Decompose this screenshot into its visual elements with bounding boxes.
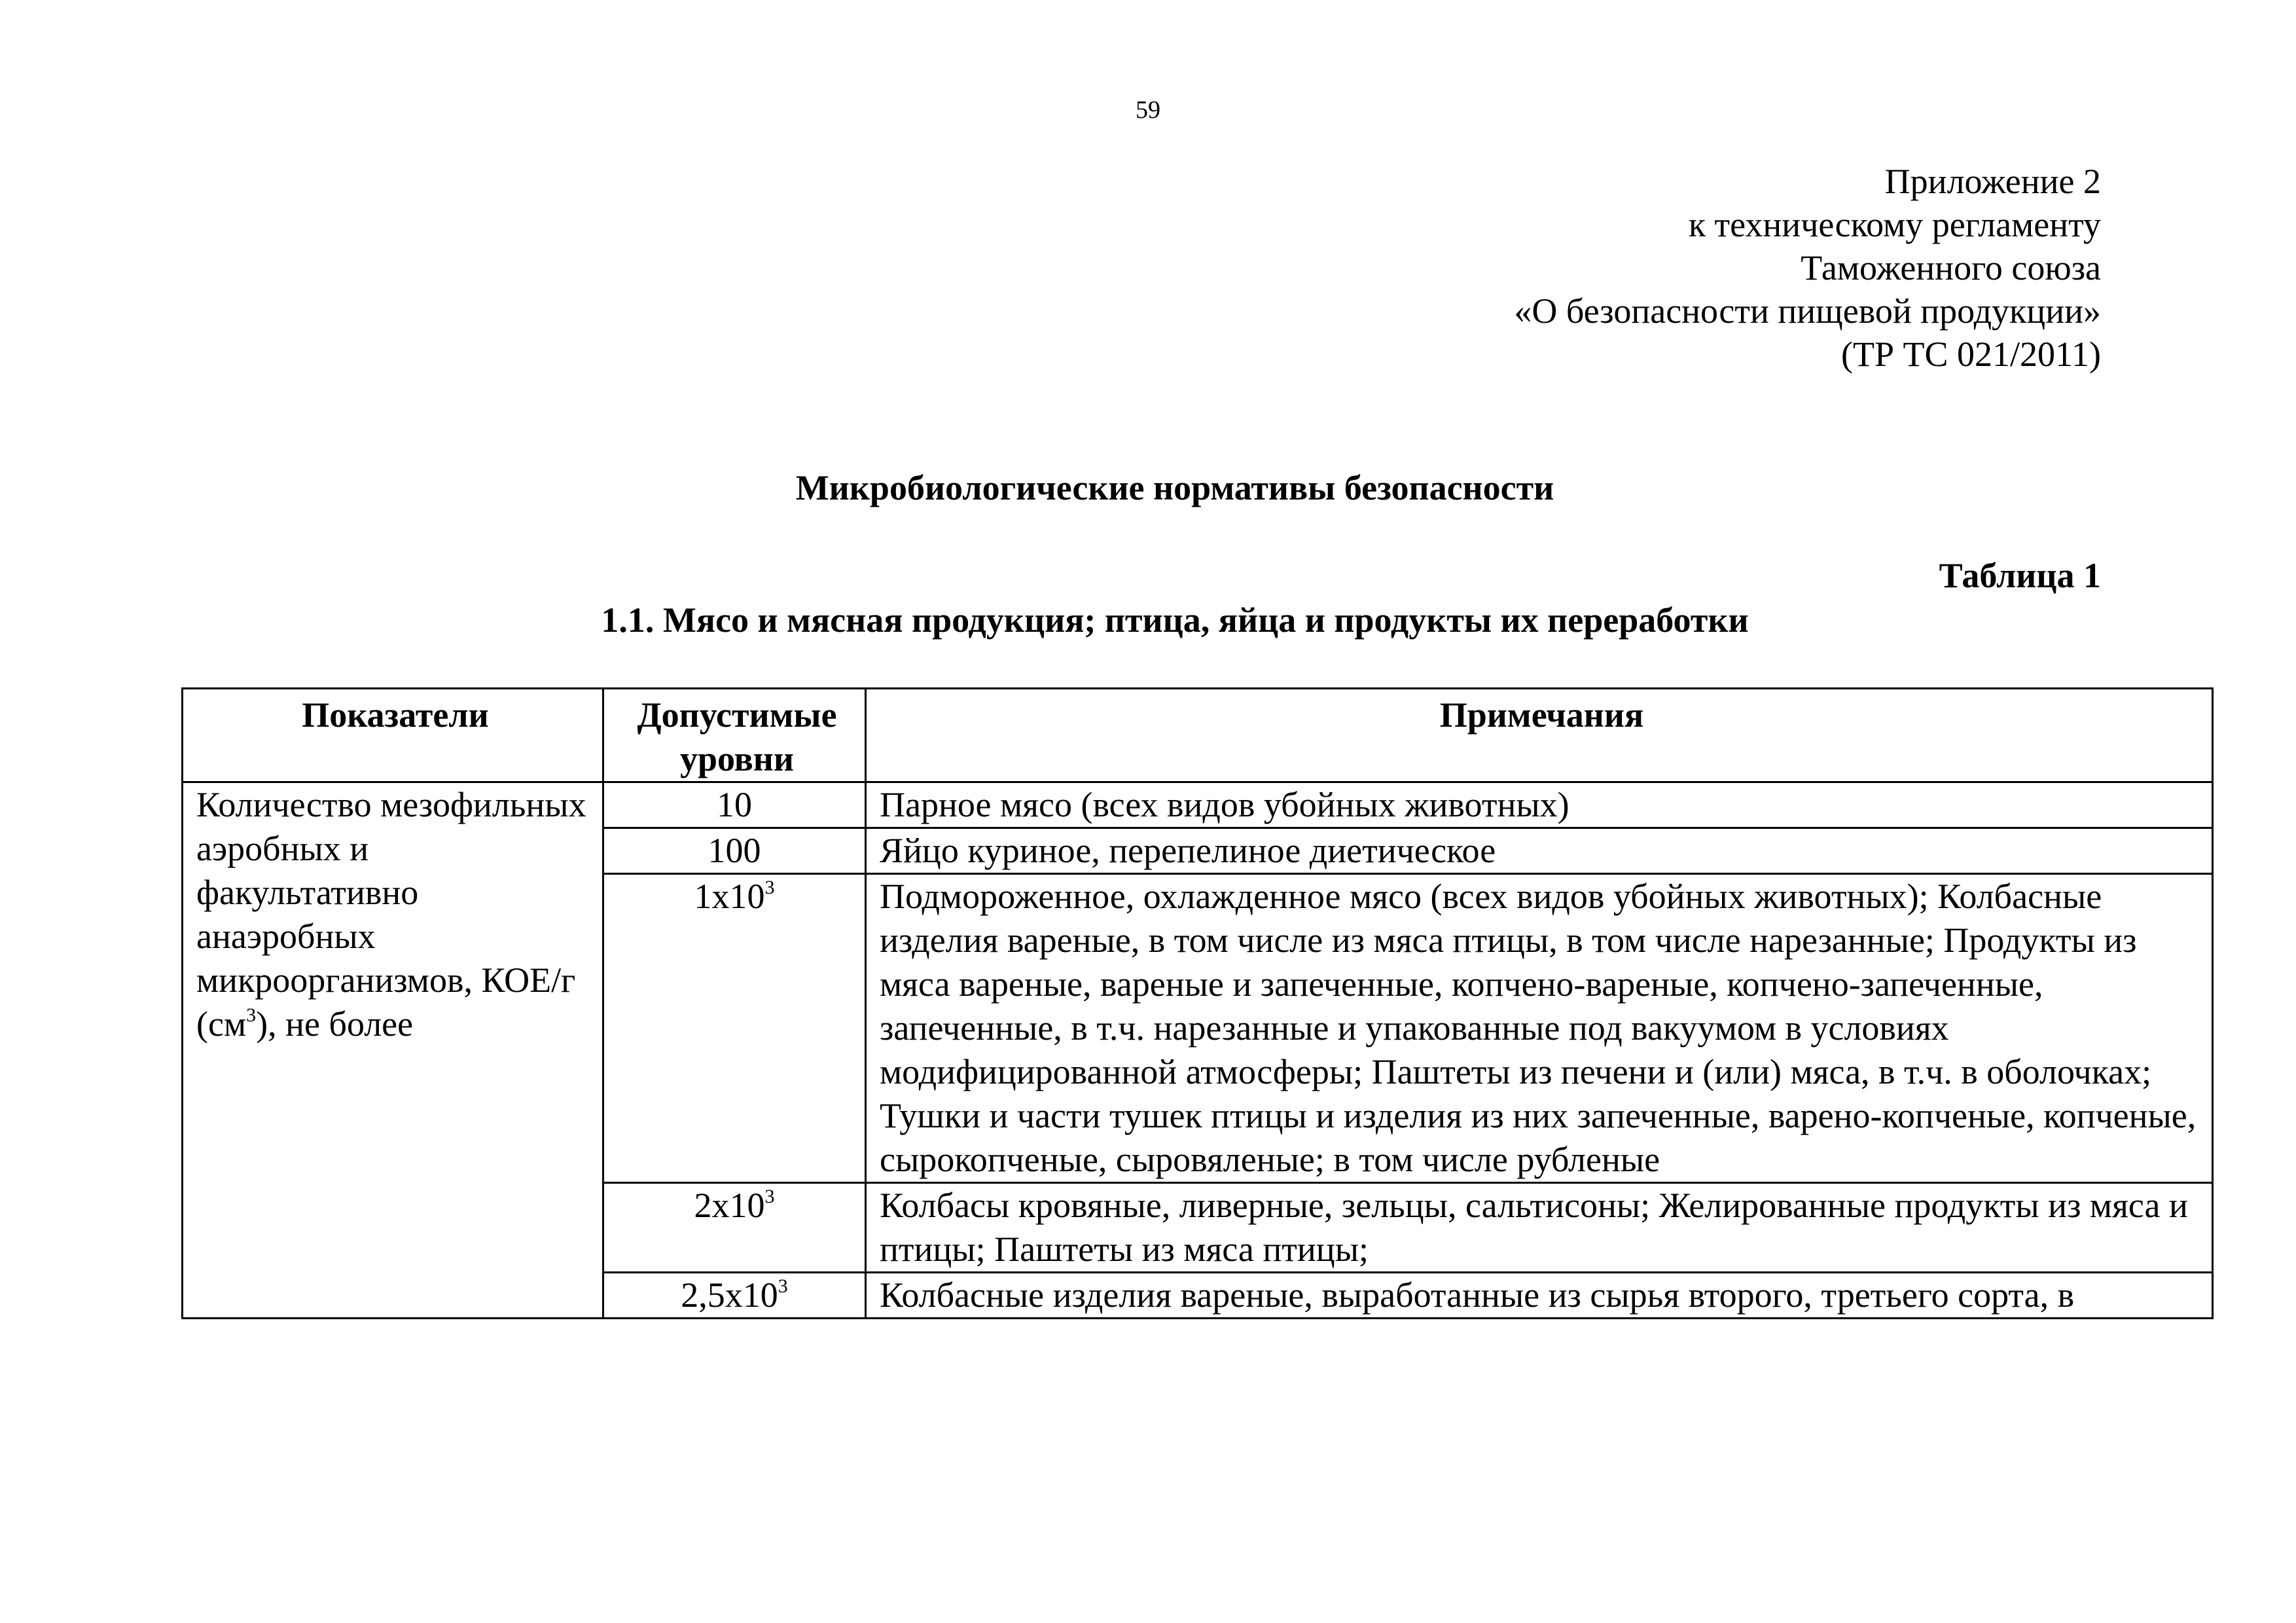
level-value: 10 — [717, 785, 752, 824]
table-header-row — [183, 689, 2213, 782]
level-exponent: 3 — [764, 1186, 775, 1207]
level-cell — [603, 1273, 866, 1319]
indicator-suffix: ), не более — [256, 1004, 414, 1044]
indicator-cell — [183, 782, 603, 1319]
table-number: Таблица 1 — [1939, 556, 2101, 595]
appendix-line: «О безопасности пищевой продукции» — [1514, 291, 2101, 331]
level-exponent: 3 — [778, 1275, 788, 1297]
note-cell: Яйцо куриное, перепелиное диетическое — [866, 828, 2213, 874]
appendix-line: Таможенного союза — [1801, 248, 2101, 287]
appendix-line: (ТР ТС 021/2011) — [1841, 335, 2101, 374]
header-levels: Допустимые уровни — [603, 689, 866, 782]
level-value: 1х10 — [694, 877, 765, 916]
level-cell — [603, 828, 866, 874]
note-cell: Парное мясо (всех видов убойных животных) — [866, 782, 2213, 828]
table-caption: 1.1. Мясо и мясная продукция; птица, яйца и продукты их переработки — [601, 600, 1749, 640]
table-row — [183, 782, 2213, 828]
appendix-line: Приложение 2 — [1884, 162, 2101, 201]
level-value: 100 — [708, 831, 761, 870]
header-notes: Примечания — [866, 689, 2213, 782]
indicator-superscript: 3 — [246, 1004, 257, 1026]
page-number: 59 — [1136, 96, 1160, 124]
indicator-text: Количество мезофильных аэробных и факультативно анаэробных микроорганизмов, КОЕ/г (см — [196, 785, 586, 1044]
level-cell — [603, 1183, 866, 1273]
level-value: 2,5х10 — [681, 1275, 778, 1315]
appendix-block — [1514, 160, 2101, 376]
appendix-line: к техническому регламенту — [1688, 205, 2101, 244]
level-exponent: 3 — [764, 877, 775, 898]
note-cell: Колбасные изделия вареные, выработанные из сырья второго, третьего сорта, в — [866, 1273, 2213, 1319]
level-cell — [603, 874, 866, 1183]
level-value: 2х10 — [694, 1186, 765, 1225]
note-cell: Колбасы кровяные, ливерные, зельцы, сальтисоны; Желированные продукты из мяса и птицы; Паштеты из мяса птицы; — [866, 1183, 2213, 1273]
level-cell — [603, 782, 866, 828]
note-cell: Подмороженное, охлажденное мясо (всех видов убойных животных); Колбасные изделия вареные, в том числе из мяса птицы, в том числе нарезанные; Продукты из мяса вареные, вареные и запеченные, копчено-вареные, копчено-запеченные, запеченные, в т.ч. нарезанные и упакованные под вакуумом в условиях модифицированной атмосферы; Паштеты из печени и (или) мяса, в т.ч. в оболочках; Тушки и части тушек птицы и изделия из них запеченные, варено-копченые, копченые, сырокопченые, сыровяленые; в том числе рубленые — [866, 874, 2213, 1183]
safety-norms-table — [181, 687, 2214, 1319]
header-indicators: Показатели — [183, 689, 603, 782]
document-title: Микробиологические нормативы безопасности — [795, 468, 1554, 507]
